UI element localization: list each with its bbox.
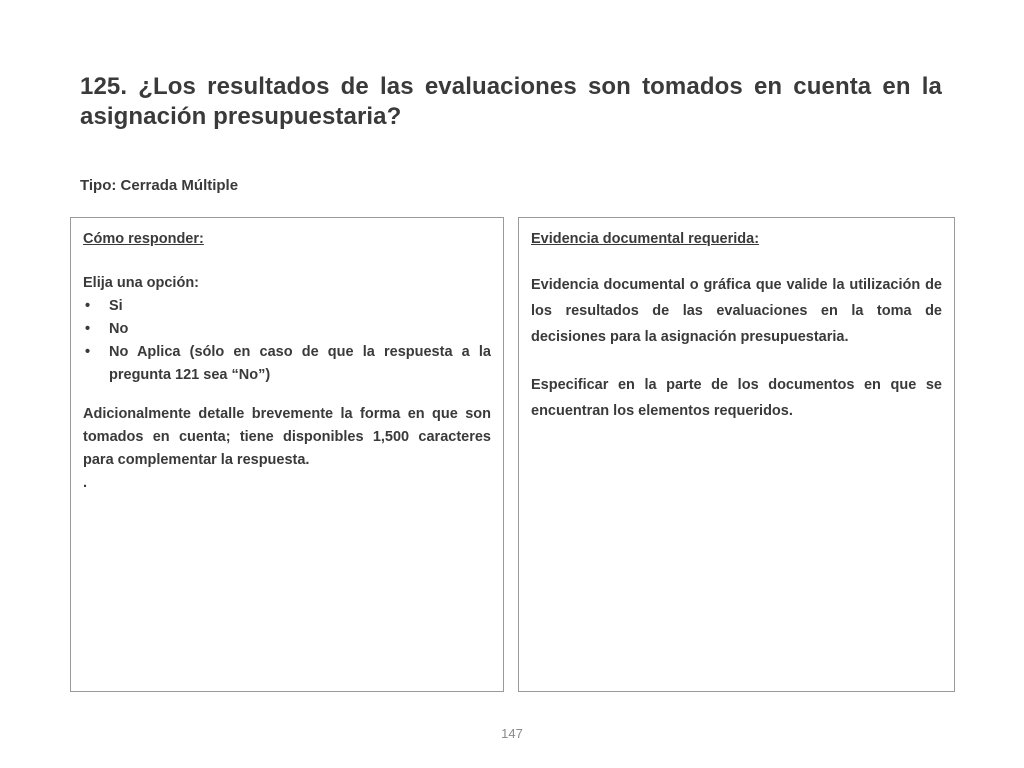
how-to-answer-heading: Cómo responder: (83, 231, 204, 247)
bullet-icon: • (85, 344, 91, 360)
how-to-answer-box (70, 217, 504, 692)
choose-option-label: Elija una opción: (83, 275, 200, 291)
additional-instructions: Adicionalmente detalle brevemente la forma en que son tomados en cuenta; tiene disponibles 1,500 caracteres para complementar la respuesta. (83, 406, 491, 468)
trailing-dot: . (83, 475, 88, 491)
option-item-si (83, 295, 491, 318)
required-evidence-box (518, 217, 955, 692)
bullet-icon: • (85, 298, 91, 314)
question-title: 125. ¿Los resultados de las evaluaciones son tomados en cuenta en la asignación presupuestaria? (80, 73, 942, 130)
page-number: 147 (501, 726, 523, 741)
option-label: Si (109, 298, 123, 314)
paragraph-spacer (531, 350, 942, 372)
required-evidence-heading: Evidencia documental requerida: (531, 231, 760, 247)
option-label: No Aplica (sólo en caso de que la respuesta a la pregunta 121 sea “No”) (109, 344, 491, 383)
evidence-location-note: Especificar en la parte de los documentos en que se encuentran los elementos requeridos. (531, 377, 942, 419)
question-type: Tipo: Cerrada Múltiple (80, 177, 239, 194)
option-label: No (109, 321, 129, 337)
evidence-description: Evidencia documental o gráfica que valide la utilización de los resultados de las evaluaciones en la toma de decisiones para la asignación presupuestaria. (531, 277, 942, 345)
bullet-icon: • (85, 321, 91, 337)
answer-options-list (83, 295, 491, 387)
option-item-no-aplica (83, 341, 491, 387)
option-item-no (83, 318, 491, 341)
